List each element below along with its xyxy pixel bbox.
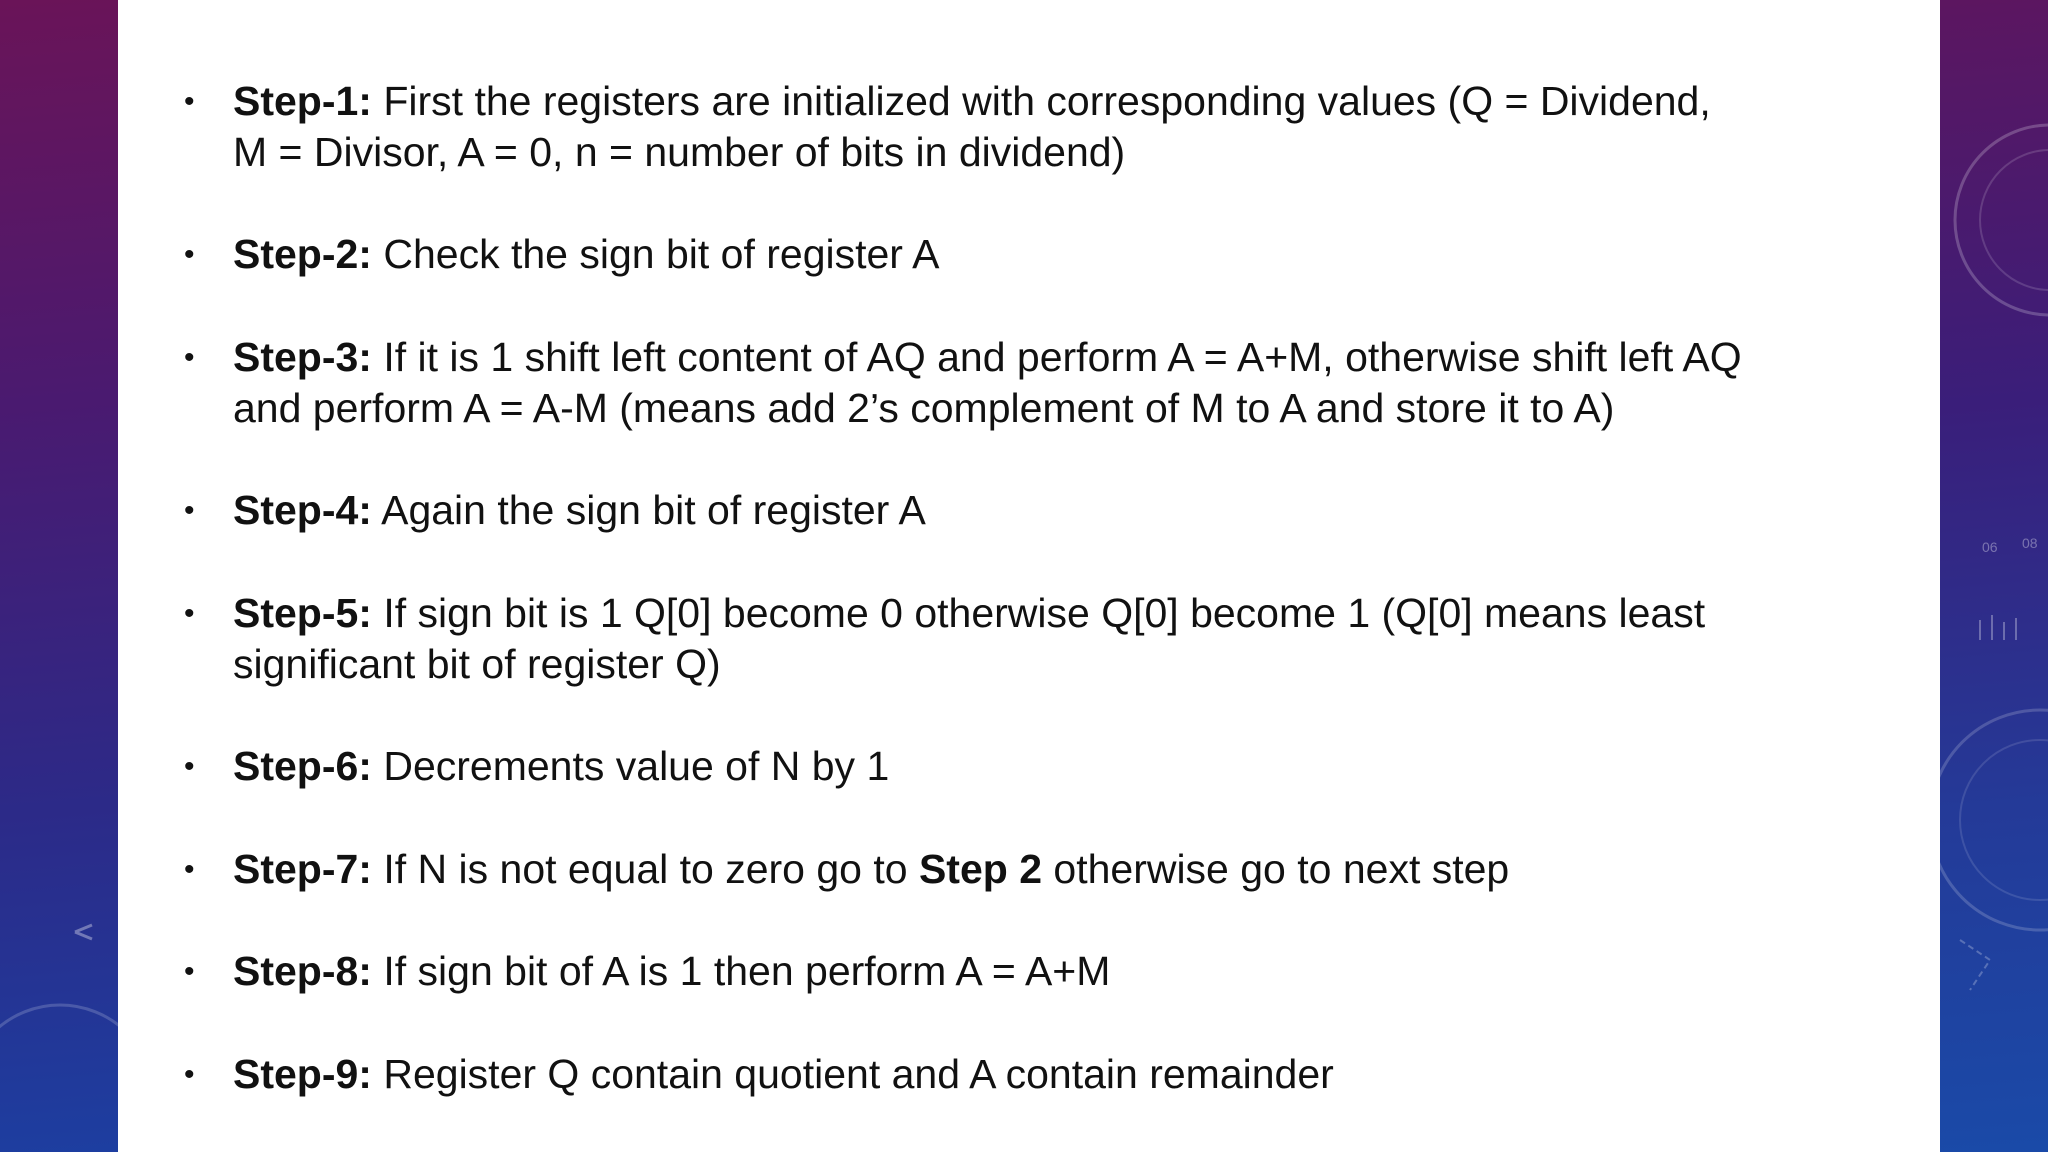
step-text (233, 946, 1913, 997)
bullet: • (184, 750, 195, 783)
step-description: If it is 1 shift left content of AQ and perform A = A+M, otherwise shift left AQ and perform A = A-M (means add 2’s complement of M to A and store it to A) (233, 334, 1742, 431)
decor-ticks (1980, 615, 2016, 640)
step-label: Step-5: (233, 590, 372, 636)
decor-dashed-line (1960, 940, 1990, 990)
step-description: If sign bit of A is 1 then perform A = A+M (371, 948, 1111, 994)
right-decoration (1940, 0, 2048, 1152)
step-label: Step-1: (233, 78, 372, 124)
bullet: • (184, 955, 195, 988)
left-background-panel (0, 0, 118, 1152)
step-label: Step-6: (233, 743, 372, 789)
decor-ring-inner (1980, 150, 2048, 290)
step-description: If N is not equal to zero go to (371, 846, 919, 892)
step-description: Again the sign bit of register A (371, 487, 926, 533)
step-emphasis: Step 2 (918, 846, 1042, 892)
step-text (233, 741, 1913, 792)
step-label: Step-4: (233, 487, 372, 533)
step-description-end: otherwise go to next step (1042, 846, 1510, 892)
step-label: Step-3: (233, 334, 372, 380)
bullet: • (184, 85, 195, 118)
right-background-panel (1940, 0, 2048, 1152)
step-label: Step-7: (233, 846, 372, 892)
step-text (233, 332, 1913, 434)
step-text (233, 485, 1913, 536)
dial-number: 06 (1982, 539, 1998, 555)
slide-content (118, 0, 1940, 1152)
decor-dial-inner (1960, 740, 2048, 900)
step-label: Step-8: (233, 948, 372, 994)
dial-number: 08 (2022, 535, 2038, 551)
decor-dial (1940, 710, 2048, 930)
step-description: Check the sign bit of register A (371, 231, 940, 277)
step-description: Register Q contain quotient and A contain remainder (371, 1051, 1334, 1097)
decor-ring (1955, 125, 2048, 315)
bullet: • (184, 238, 195, 271)
step-label: Step-9: (233, 1051, 372, 1097)
left-decoration (0, 0, 118, 1152)
step-description: If sign bit is 1 Q[0] become 0 otherwise Q[0] become 1 (Q[0] means least significant bit of register Q) (233, 590, 1706, 687)
bullet: • (184, 853, 195, 886)
step-description: Decrements value of N by 1 (371, 743, 890, 789)
step-description: First the registers are initialized with corresponding values (Q = Dividend, M = Divisor, A = 0, n = number of bits in dividend) (233, 78, 1711, 175)
step-text (233, 1049, 1913, 1100)
bullet: • (184, 494, 195, 527)
step-text (233, 76, 1913, 178)
step-text (233, 229, 1913, 280)
bullet: • (184, 1058, 195, 1091)
bullet: • (184, 597, 195, 630)
step-text (233, 588, 1913, 690)
step-label: Step-2: (233, 231, 372, 277)
bullet: • (184, 341, 195, 374)
decor-arrow-icon (75, 925, 92, 939)
step-text (233, 844, 1913, 895)
decor-arc (0, 1005, 118, 1152)
